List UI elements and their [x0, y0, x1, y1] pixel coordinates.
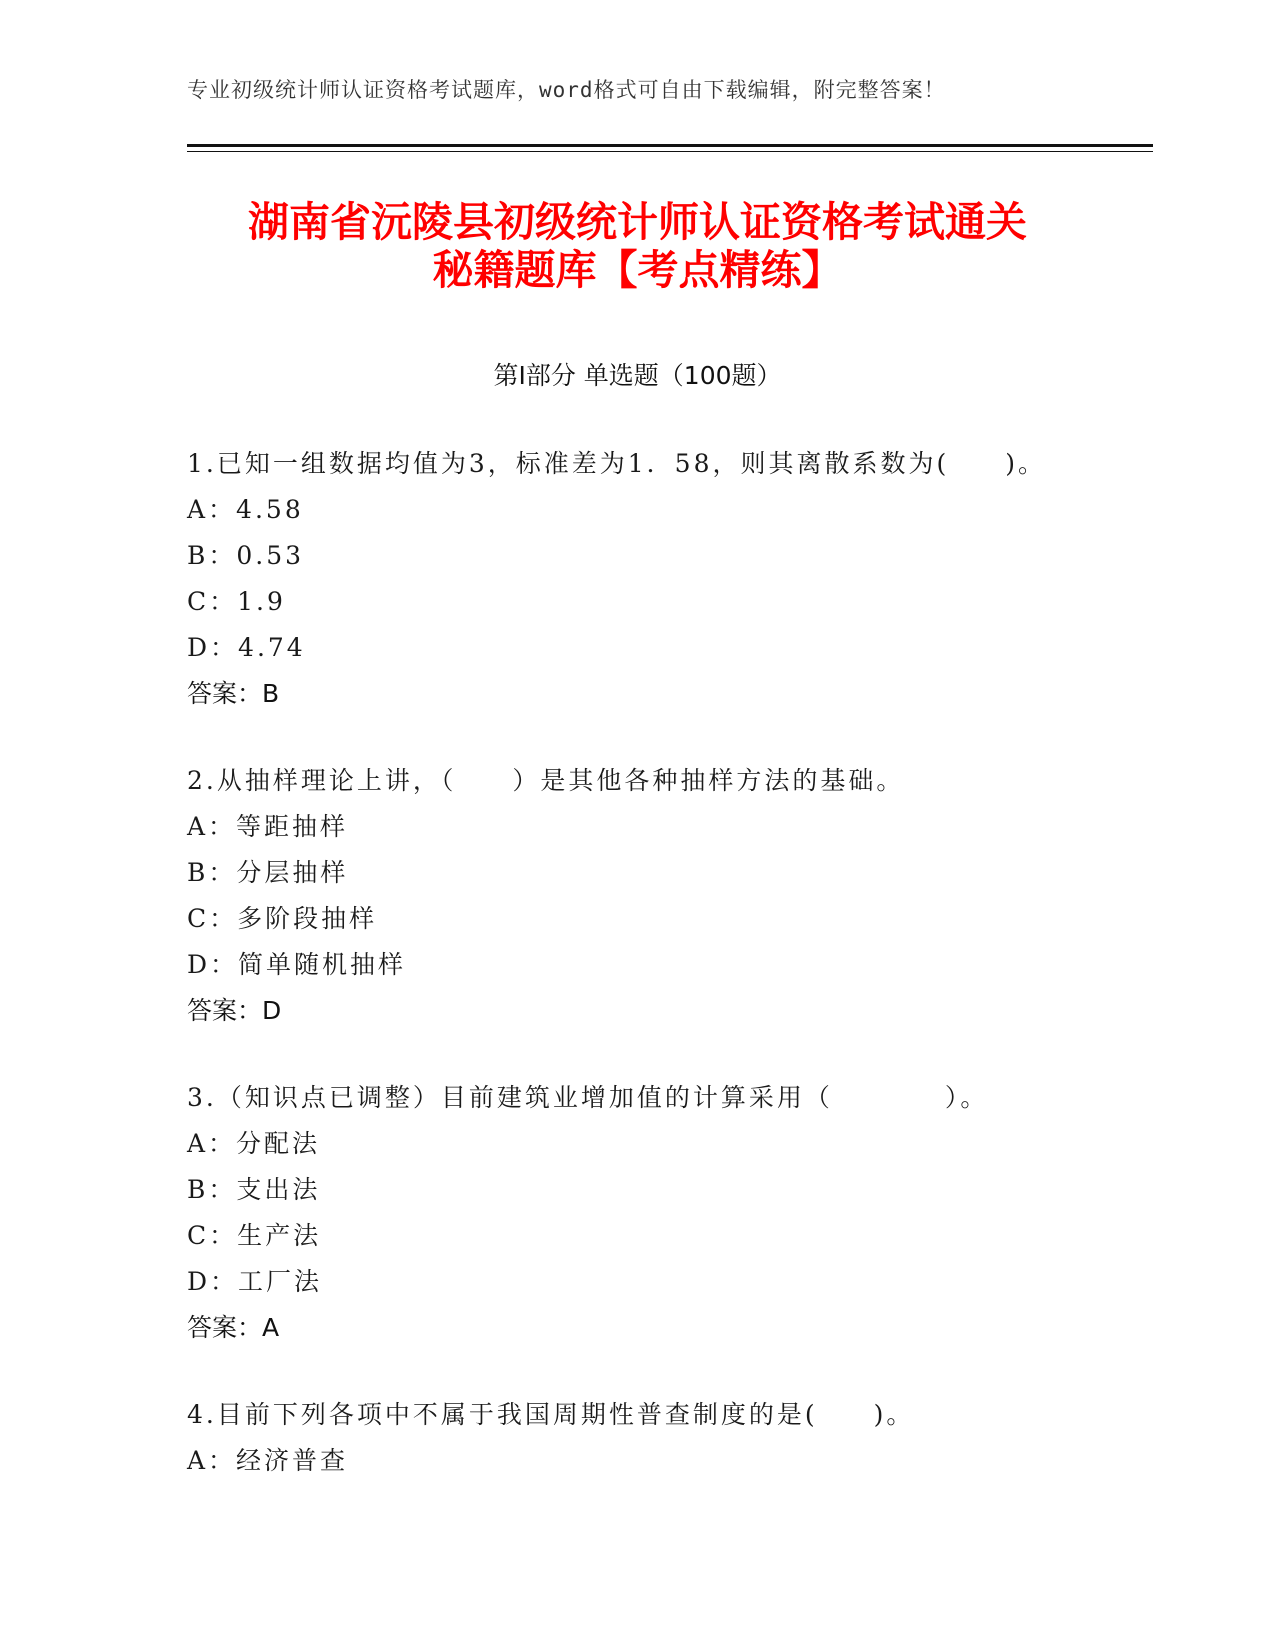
document-title — [150, 198, 1125, 294]
option-c: C：生产法 — [187, 1221, 322, 1250]
question-3 — [187, 1075, 988, 1351]
document-title-line-2: 秘籍题库【考点精练】 — [432, 246, 843, 294]
option-d: D：工厂法 — [187, 1267, 323, 1296]
header-note: 专业初级统计师认证资格考试题库，word格式可自由下载编辑，附完整答案！ — [187, 78, 946, 102]
question-2 — [187, 758, 904, 1034]
section-heading: 第Ⅰ部分 单选题（100题） — [493, 361, 782, 390]
option-c: C：1.9 — [187, 587, 286, 616]
option-b: B：分层抽样 — [187, 858, 349, 887]
option-b: B：0.53 — [187, 541, 305, 570]
option-a: A：4.58 — [187, 495, 304, 524]
document-title-line-1: 湖南省沅陵县初级统计师认证资格考试通关 — [248, 198, 1027, 246]
question-1 — [187, 441, 1046, 717]
question-stem: 2.从抽样理论上讲，（ ）是其他各种抽样方法的基础。 — [187, 766, 905, 795]
question-stem: 3.（知识点已调整）目前建筑业增加值的计算采用（ ）。 — [187, 1083, 989, 1112]
option-c: C：多阶段抽样 — [187, 904, 378, 933]
option-d: D：4.74 — [187, 633, 306, 662]
question-stem: 4.目前下列各项中不属于我国周期性普查制度的是( )。 — [187, 1400, 915, 1429]
answer: 答案：A — [187, 1313, 280, 1342]
header-rule-thin — [187, 151, 1153, 152]
option-d: D：简单随机抽样 — [187, 950, 407, 979]
question-stem: 1.已知一组数据均值为3，标准差为1．58，则其离散系数为( )。 — [187, 449, 1046, 478]
question-4 — [187, 1392, 914, 1484]
option-a: A：分配法 — [187, 1129, 321, 1158]
header-rule-thick — [187, 144, 1153, 147]
option-a: A：经济普查 — [187, 1446, 349, 1475]
answer: 答案：B — [187, 679, 280, 708]
option-b: B：支出法 — [187, 1175, 321, 1204]
answer: 答案：D — [187, 996, 282, 1025]
option-a: A：等距抽样 — [187, 812, 349, 841]
